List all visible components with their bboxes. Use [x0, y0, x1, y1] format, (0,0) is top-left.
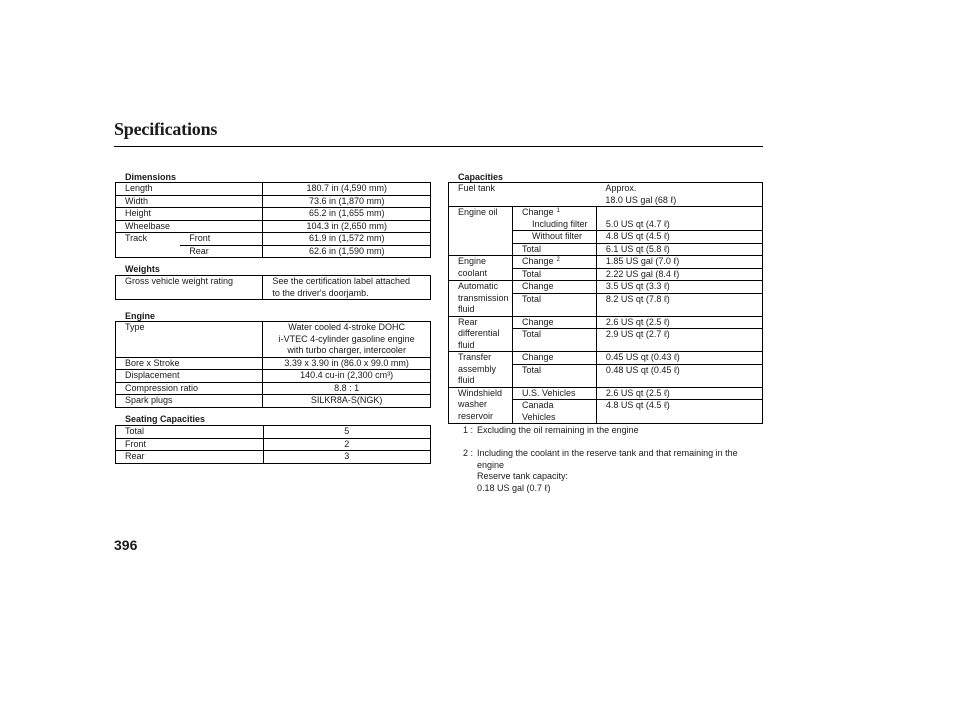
type-line1: Water cooled 4-stroke DOHC — [288, 322, 405, 332]
table-row — [116, 322, 431, 358]
oil-total-label: Total — [512, 243, 596, 256]
table-row — [116, 233, 431, 246]
capacities-table — [448, 182, 763, 424]
oil-footnote-ref: 1 — [556, 208, 560, 214]
fuel-value-line1: Approx. — [605, 183, 637, 193]
oil-incl-value: 5.0 US qt (4.7 ℓ) — [596, 219, 762, 231]
length-value: 180.7 in (4,590 mm) — [263, 183, 431, 196]
fuel-value-line2: 18.0 US gal (68 ℓ) — [605, 194, 677, 205]
transfer-change-label: Change — [512, 352, 596, 365]
compression-label: Compression ratio — [116, 382, 263, 395]
atf-total-value: 8.2 US qt (7.8 ℓ) — [596, 293, 762, 316]
engine-title: Engine — [125, 311, 156, 321]
washer-us-value: 2.6 US qt (2.5 ℓ) — [596, 387, 762, 400]
title-rule — [114, 146, 763, 147]
table-row — [116, 426, 431, 439]
fuel-label: Fuel tank — [449, 183, 513, 207]
table-row — [116, 276, 431, 300]
table-row — [116, 382, 431, 395]
seating-front-label: Front — [116, 438, 264, 451]
washer-label-line2: washer — [458, 399, 488, 409]
atf-label-line1: Automatic — [458, 281, 499, 291]
atf-total-label: Total — [512, 293, 596, 316]
table-row — [116, 183, 431, 196]
table-row — [449, 256, 763, 269]
footnote-2-line2: engine — [477, 459, 505, 470]
rear-diff-total-label: Total — [512, 329, 596, 352]
coolant-label-line1: Engine — [458, 256, 487, 266]
type-label: Type — [116, 322, 263, 358]
footnote-2-line3: Reserve tank capacity: — [477, 471, 569, 481]
footnote-1 — [463, 425, 639, 437]
footnote-2-number: 2 : — [463, 448, 474, 458]
width-value: 73.6 in (1,870 mm) — [263, 195, 431, 208]
bore-value: 3.39 x 3.90 in (86.0 x 99.0 mm) — [263, 357, 431, 370]
wheelbase-value: 104.3 in (2,650 mm) — [263, 220, 431, 233]
length-label: Length — [116, 183, 263, 196]
seating-rear-value: 3 — [263, 451, 430, 464]
oil-total-value: 6.1 US qt (5.8 ℓ) — [596, 243, 762, 256]
oil-label: Engine oil — [449, 207, 513, 256]
atf-label-line2: transmission — [458, 292, 509, 303]
track-front-value: 61.9 in (1,572 mm) — [263, 233, 431, 246]
coolant-footnote-ref: 2 — [556, 257, 560, 263]
washer-us-label: U.S. Vehicles — [512, 387, 596, 400]
weights-title: Weights — [125, 264, 160, 274]
table-row — [449, 387, 763, 400]
table-row — [116, 208, 431, 221]
type-line3: with turbo charger, intercooler — [287, 345, 406, 355]
oil-incl-label: Including filter — [531, 218, 588, 229]
washer-canada-line1: Canada — [521, 400, 554, 410]
gvwr-label: Gross vehicle weight rating — [116, 276, 263, 300]
table-row — [449, 316, 763, 329]
table-row — [449, 281, 763, 294]
table-row — [116, 451, 431, 464]
table-row — [116, 357, 431, 370]
oil-excl-label: Without filter — [531, 231, 582, 241]
gvwr-value-line1: See the certification label attached — [272, 276, 410, 286]
coolant-total-value: 2.22 US gal (8.4 ℓ) — [596, 268, 762, 281]
seating-total-label: Total — [116, 426, 264, 439]
transfer-total-label: Total — [512, 364, 596, 387]
atf-change-label: Change — [512, 281, 596, 294]
table-row — [449, 183, 763, 207]
atf-label-line3: fluid — [458, 304, 475, 314]
coolant-change-value: 1.85 US gal (7.0 ℓ) — [596, 256, 762, 269]
height-value: 65.2 in (1,655 mm) — [263, 208, 431, 221]
rear-diff-label-line2: differential — [458, 328, 500, 338]
rear-diff-change-value: 2.6 US qt (2.5 ℓ) — [596, 316, 762, 329]
coolant-change-label: Change — [521, 256, 554, 266]
compression-value: 8.8 : 1 — [263, 382, 431, 395]
capacities-title: Capacities — [458, 172, 504, 182]
table-row — [116, 438, 431, 451]
footnote-1-number: 1 : — [463, 425, 474, 435]
seating-title: Seating Capacities — [125, 414, 206, 424]
oil-excl-value: 4.8 US qt (4.5 ℓ) — [596, 231, 762, 244]
seating-table — [115, 425, 431, 464]
seating-front-value: 2 — [263, 438, 430, 451]
table-row — [116, 395, 431, 408]
plugs-value: SILKR8A-S(NGK) — [263, 395, 431, 408]
dimensions-title: Dimensions — [125, 172, 177, 182]
washer-canada-value: 4.8 US qt (4.5 ℓ) — [596, 400, 762, 424]
table-row — [449, 207, 763, 219]
footnote-2-line1: Including the coolant in the reserve tank and that remaining in the — [477, 448, 738, 458]
washer-label-line1: Windshield — [458, 387, 503, 398]
weights-table — [115, 275, 431, 300]
rear-diff-change-label: Change — [512, 316, 596, 329]
table-row — [116, 195, 431, 208]
table-row — [116, 220, 431, 233]
displacement-value: 140.4 cu-in (2,300 cm³) — [263, 370, 431, 383]
height-label: Height — [116, 208, 263, 221]
seating-total-value: 5 — [263, 426, 430, 439]
transfer-label-line3: fluid — [458, 375, 475, 385]
bore-label: Bore x Stroke — [116, 357, 263, 370]
coolant-total-label: Total — [512, 268, 596, 281]
coolant-label-line2: coolant — [458, 267, 488, 278]
track-label: Track — [116, 233, 181, 258]
plugs-label: Spark plugs — [116, 395, 263, 408]
table-row — [449, 352, 763, 365]
track-rear-label: Rear — [180, 245, 263, 258]
engine-table — [115, 321, 431, 408]
page-title: Specifications — [114, 119, 218, 139]
track-front-label: Front — [180, 233, 263, 246]
type-line2: i-VTEC 4-cylinder gasoline engine — [278, 333, 415, 344]
table-row — [116, 370, 431, 383]
gvwr-value-line2: to the driver's doorjamb. — [272, 287, 369, 298]
transfer-change-value: 0.45 US qt (0.43 ℓ) — [596, 352, 762, 365]
rear-diff-total-value: 2.9 US qt (2.7 ℓ) — [596, 329, 762, 352]
track-rear-value: 62.6 in (1,590 mm) — [263, 245, 431, 258]
page-number: 396 — [114, 537, 138, 553]
rear-diff-label-line3: fluid — [458, 339, 475, 350]
footnote-2 — [463, 448, 738, 494]
transfer-label-line2: assembly — [458, 363, 497, 374]
oil-change-label: Change — [521, 207, 554, 217]
transfer-label-line1: Transfer — [458, 352, 492, 362]
rear-diff-label-line1: Rear — [458, 316, 478, 327]
transfer-total-value: 0.48 US qt (0.45 ℓ) — [596, 364, 762, 387]
wheelbase-label: Wheelbase — [116, 220, 263, 233]
footnote-1-text: Excluding the oil remaining in the engine — [477, 425, 639, 435]
dimensions-table — [115, 182, 431, 258]
displacement-label: Displacement — [116, 370, 263, 383]
footnote-2-line4: 0.18 US gal (0.7 ℓ) — [477, 482, 551, 493]
seating-rear-label: Rear — [116, 451, 264, 464]
washer-label-line3: reservoir — [458, 410, 494, 421]
width-label: Width — [116, 195, 263, 208]
atf-change-value: 3.5 US qt (3.3 ℓ) — [596, 281, 762, 294]
washer-canada-line2: Vehicles — [521, 411, 556, 422]
